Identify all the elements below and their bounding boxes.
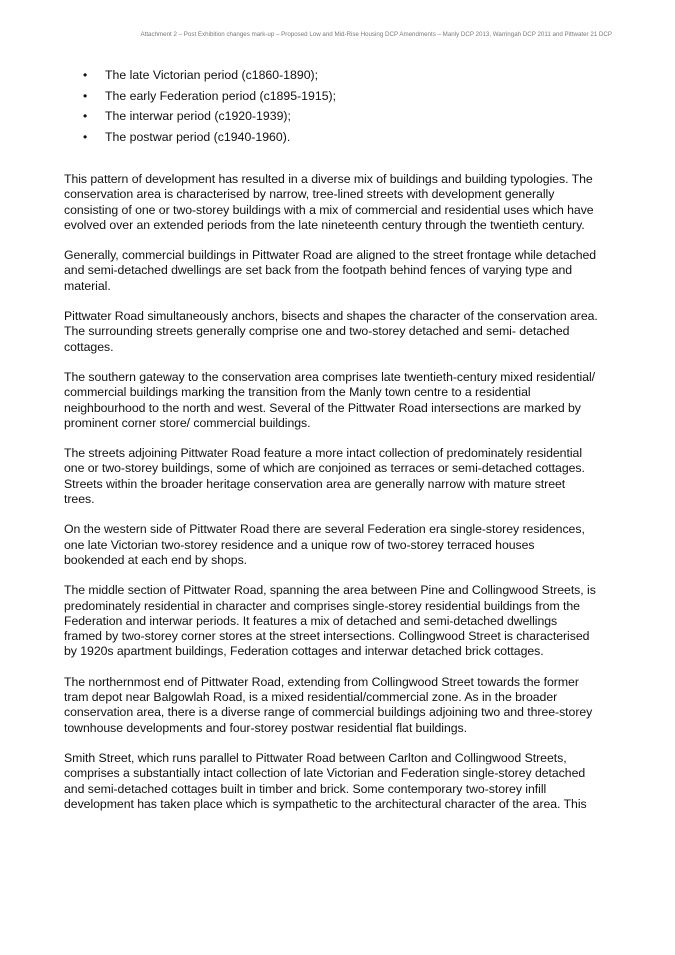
list-item-text: The early Federation period (c1895-1915); [105, 88, 337, 103]
paragraph-western-side: On the western side of Pittwater Road there are several Federation era single-storey residences, one late Victorian two-storey residence and a unique row of two-storey terraced houses bookended at each end by shops. [64, 522, 585, 567]
list-item [64, 106, 620, 127]
paragraph-commercial-buildings: Generally, commercial buildings in Pittwater Road are aligned to the street frontage while detached and semi-detached dwellings are set back from the footpath behind fences of varying type and material. [64, 248, 597, 293]
bullet-icon: • [83, 129, 88, 144]
bullet-icon: • [83, 109, 88, 123]
bullet-icon: • [83, 68, 88, 82]
paragraph-southern-gateway: The southern gateway to the conservation area comprises late twentieth-century mixed residential/ commercial buildings marking the transition from the Manly town centre to a residential neighbourhood to the north and west. Several of the Pittwater Road intersections are marked by prominent corner store/ commercial buildings. [64, 369, 596, 430]
list-item [64, 127, 620, 148]
paragraph-northernmost-end: The northernmost end of Pittwater Road, extending from Collingwood Street towards the former tram depot near Balgowlah Road, is a mixed residential/commercial zone. As in the broader conservation area, there is a diverse range of commercial buildings adjoining two and three-storey townhouse developments and four-storey postwar residential flat buildings. [64, 674, 593, 735]
list-item-text: The interwar period (c1920-1939); [105, 109, 291, 123]
paragraph-middle-section: The middle section of Pittwater Road, spanning the area between Pine and Collingwood Streets, is predominately residential in character and comprises single-storey residential buildings from the Federation and interwar periods. It features a mix of detached and semi-detached dwellings framed by two-storey corner stores at the street intersections. Collingwood Street is characterised by 1920s apartment buildings, Federation cottages and interwar detached brick cottages. [64, 583, 596, 659]
list-item-text: The late Victorian period (c1860-1890); [105, 68, 319, 82]
paragraph-development-pattern: This pattern of development has resulted in a diverse mix of buildings and building typologies. The conservation area is characterised by narrow, tree-lined streets with development generally consisting of one or two-storey buildings with a mix of commercial and residential uses which have evolved over an extended periods from the late nineteenth century through the twentieth century. [64, 172, 594, 232]
list-item [64, 65, 620, 86]
bullet-icon: • [83, 88, 88, 103]
paragraph-adjoining-streets: The streets adjoining Pittwater Road feature a more intact collection of predominately residential one or two-storey buildings, some of which are conjoined as terraces or semi-detached cottages. Streets within the broader heritage conservation area are generally narrow with mature street trees. [64, 446, 585, 507]
document-body [64, 65, 620, 812]
page-header: Attachment 2 – Post Exhibition changes mark-up – Proposed Low and Mid-Rise Housing DCP Amendments – Manly DCP 2013, Warringah DCP 2011 and Pittwater 21 DCP [140, 31, 612, 38]
paragraph-smith-street: Smith Street, which runs parallel to Pittwater Road between Carlton and Collingwood Streets, comprises a substantially intact collection of late Victorian and Federation single-storey detached and semi-detached cottages built in timber and brick. Some contemporary two-storey infill development has taken place which is sympathetic to the architectural character of the area. This [64, 750, 587, 811]
list-item-text: The postwar period (c1940-1960). [105, 129, 291, 144]
paragraph-pittwater-road: Pittwater Road simultaneously anchors, bisects and shapes the character of the conservation area. The surrounding streets generally comprise one and two-storey detached and semi- detached cottages. [64, 309, 598, 354]
list-item [64, 86, 620, 107]
period-list [64, 65, 620, 147]
